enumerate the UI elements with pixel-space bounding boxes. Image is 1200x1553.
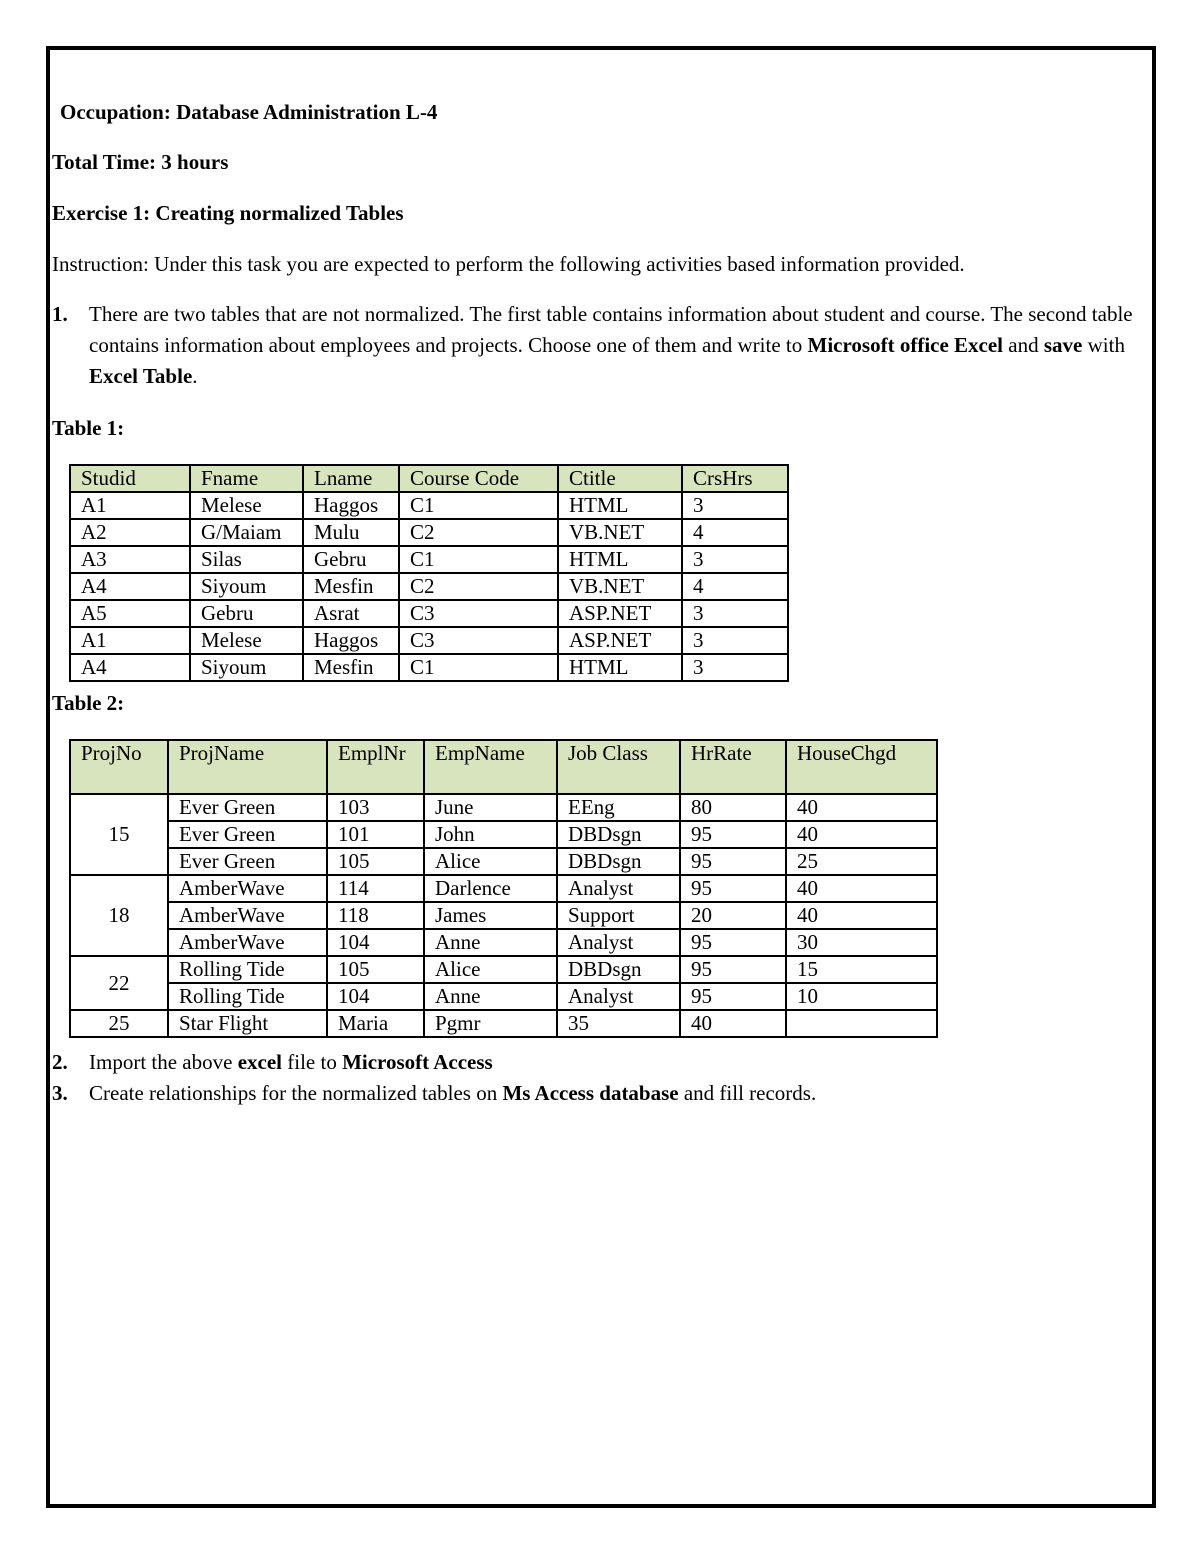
- table-cell: 3: [682, 600, 788, 627]
- item-number: 2.: [52, 1050, 68, 1074]
- column-header: HrRate: [680, 740, 786, 794]
- item-number: 1.: [52, 302, 68, 326]
- table-cell: 95: [680, 929, 786, 956]
- table-row: [70, 600, 788, 627]
- table-row: [70, 519, 788, 546]
- table-row: [70, 929, 937, 956]
- item-text: [89, 299, 1142, 392]
- column-header: Ctitle: [558, 465, 682, 492]
- table-cell: James: [424, 902, 557, 929]
- column-header: EmplNr: [327, 740, 424, 794]
- student-course-table: [69, 464, 789, 682]
- bold-text: excel: [237, 1050, 282, 1074]
- table-row: [70, 492, 788, 519]
- column-header: CrsHrs: [682, 465, 788, 492]
- table-cell: C1: [399, 546, 558, 573]
- table-cell: 105: [327, 848, 424, 875]
- table-cell: Ever Green: [168, 794, 327, 821]
- table-cell: 118: [327, 902, 424, 929]
- table-cell: 95: [680, 956, 786, 983]
- table-cell: John: [424, 821, 557, 848]
- table-cell: HTML: [558, 492, 682, 519]
- table-cell: DBDsgn: [557, 848, 680, 875]
- table-cell: Silas: [190, 546, 303, 573]
- project-number-cell: 18: [70, 875, 168, 956]
- employee-project-table: [69, 739, 938, 1038]
- table-cell: 3: [682, 627, 788, 654]
- item-1: [52, 299, 1142, 392]
- table-cell: 15: [786, 956, 937, 983]
- item-text: [89, 1078, 1142, 1109]
- table-cell: 105: [327, 956, 424, 983]
- table-cell: Maria: [327, 1010, 424, 1037]
- table-cell: 40: [786, 902, 937, 929]
- table-cell: DBDsgn: [557, 956, 680, 983]
- text-run: with: [1082, 333, 1125, 357]
- table-cell: Pgmr: [424, 1010, 557, 1037]
- text-run: and fill records.: [678, 1081, 817, 1105]
- table-header-row: [70, 740, 937, 794]
- table-cell: A4: [70, 654, 190, 681]
- table-cell: C2: [399, 519, 558, 546]
- table-cell: Haggos: [303, 492, 399, 519]
- table-cell: Rolling Tide: [168, 983, 327, 1010]
- table-body: [70, 492, 788, 681]
- item-3: [52, 1078, 1142, 1109]
- table-header-row: [70, 465, 788, 492]
- project-number-cell: 25: [70, 1010, 168, 1037]
- table-cell: June: [424, 794, 557, 821]
- table-row: [70, 546, 788, 573]
- table-cell: AmberWave: [168, 902, 327, 929]
- table-cell: Melese: [190, 627, 303, 654]
- occupation-heading: Occupation: Database Administration L-4: [60, 100, 438, 124]
- table-row: [70, 1010, 937, 1037]
- item-text: [89, 1047, 1142, 1078]
- table-cell: 4: [682, 519, 788, 546]
- table-cell: Darlence: [424, 875, 557, 902]
- table-cell: Analyst: [557, 875, 680, 902]
- table-cell: Gebru: [303, 546, 399, 573]
- table-cell: 95: [680, 983, 786, 1010]
- text-run: file to: [282, 1050, 343, 1074]
- column-header: HouseChgd: [786, 740, 937, 794]
- table-cell: DBDsgn: [557, 821, 680, 848]
- table-cell: Gebru: [190, 600, 303, 627]
- text-run: Create relationships for the normalized tables on: [89, 1081, 503, 1105]
- table-body: [70, 794, 937, 1037]
- table-cell: 35: [557, 1010, 680, 1037]
- table-cell: Analyst: [557, 929, 680, 956]
- table-row: [70, 902, 937, 929]
- table-cell: A3: [70, 546, 190, 573]
- table-cell: 4: [682, 573, 788, 600]
- table-cell: AmberWave: [168, 929, 327, 956]
- bold-text: Ms Access database: [502, 1081, 679, 1105]
- table-cell: HTML: [558, 546, 682, 573]
- table-row: [70, 654, 788, 681]
- column-header: EmpName: [424, 740, 557, 794]
- text-run: .: [192, 364, 198, 388]
- table-cell: A1: [70, 627, 190, 654]
- text-run: There are two tables that are not normalized. The first table contains information about student and course. The second table contains information about employees and projects. Choose one of them and write to: [89, 302, 1133, 357]
- bold-text: save: [1043, 333, 1083, 357]
- table-cell: Ever Green: [168, 821, 327, 848]
- table-cell: 3: [682, 546, 788, 573]
- table-cell: Siyoum: [190, 654, 303, 681]
- table-cell: C1: [399, 654, 558, 681]
- table-cell: A5: [70, 600, 190, 627]
- total-time: Total Time: 3 hours: [52, 150, 229, 174]
- table-cell: C1: [399, 492, 558, 519]
- bold-text: Microsoft Access: [342, 1050, 493, 1074]
- table-cell: Alice: [424, 956, 557, 983]
- table-cell: 104: [327, 983, 424, 1010]
- project-number-cell: 15: [70, 794, 168, 875]
- table-cell: Asrat: [303, 600, 399, 627]
- table-cell: AmberWave: [168, 875, 327, 902]
- column-header: ProjName: [168, 740, 327, 794]
- table-cell: EEng: [557, 794, 680, 821]
- column-header: ProjNo: [70, 740, 168, 794]
- column-header: Studid: [70, 465, 190, 492]
- table-cell: Alice: [424, 848, 557, 875]
- table-cell: 25: [786, 848, 937, 875]
- table-cell: 20: [680, 902, 786, 929]
- instruction-text: Instruction: Under this task you are expected to perform the following activities based information provided.: [52, 252, 965, 276]
- table-cell: 40: [786, 821, 937, 848]
- table2-label: Table 2:: [52, 691, 125, 715]
- exercise-title: Exercise 1: Creating normalized Tables: [52, 201, 404, 225]
- table-cell: Siyoum: [190, 573, 303, 600]
- table-cell: VB.NET: [558, 519, 682, 546]
- bold-text: Microsoft office Excel: [807, 333, 1004, 357]
- item-2: [52, 1047, 1142, 1078]
- table-cell: Mesfin: [303, 573, 399, 600]
- table-row: [70, 875, 937, 902]
- table-cell: A4: [70, 573, 190, 600]
- table-cell: Star Flight: [168, 1010, 327, 1037]
- table-cell: G/Maiam: [190, 519, 303, 546]
- table-cell: Rolling Tide: [168, 956, 327, 983]
- column-header: Lname: [303, 465, 399, 492]
- table-cell: C3: [399, 627, 558, 654]
- table-cell: Anne: [424, 929, 557, 956]
- table1-label: Table 1:: [52, 416, 125, 440]
- table-row: [70, 983, 937, 1010]
- table-row: [70, 573, 788, 600]
- bold-text: Excel Table: [89, 364, 193, 388]
- table-cell: ASP.NET: [558, 627, 682, 654]
- table-cell: [786, 1010, 937, 1037]
- table-cell: 40: [786, 875, 937, 902]
- table-cell: 95: [680, 821, 786, 848]
- table-cell: Anne: [424, 983, 557, 1010]
- table-cell: C3: [399, 600, 558, 627]
- table-cell: A1: [70, 492, 190, 519]
- table-cell: HTML: [558, 654, 682, 681]
- table-cell: 40: [786, 794, 937, 821]
- text-run: Import the above: [89, 1050, 238, 1074]
- table-cell: 30: [786, 929, 937, 956]
- table-cell: Analyst: [557, 983, 680, 1010]
- text-run: and: [1003, 333, 1044, 357]
- table-cell: 10: [786, 983, 937, 1010]
- table-row: [70, 794, 937, 821]
- table-cell: 114: [327, 875, 424, 902]
- table-row: [70, 627, 788, 654]
- table-row: [70, 956, 937, 983]
- column-header: Fname: [190, 465, 303, 492]
- column-header: Job Class: [557, 740, 680, 794]
- table-cell: 3: [682, 492, 788, 519]
- table-cell: 40: [680, 1010, 786, 1037]
- table-cell: C2: [399, 573, 558, 600]
- table-cell: Mesfin: [303, 654, 399, 681]
- item-number: 3.: [52, 1081, 68, 1105]
- table-cell: Melese: [190, 492, 303, 519]
- table-cell: A2: [70, 519, 190, 546]
- table-row: [70, 821, 937, 848]
- table-cell: 101: [327, 821, 424, 848]
- table-cell: 3: [682, 654, 788, 681]
- table-cell: VB.NET: [558, 573, 682, 600]
- table-cell: 103: [327, 794, 424, 821]
- table-cell: Mulu: [303, 519, 399, 546]
- table-cell: Haggos: [303, 627, 399, 654]
- project-number-cell: 22: [70, 956, 168, 1010]
- table-cell: 95: [680, 848, 786, 875]
- table-cell: 104: [327, 929, 424, 956]
- table-cell: Support: [557, 902, 680, 929]
- table-cell: ASP.NET: [558, 600, 682, 627]
- column-header: Course Code: [399, 465, 558, 492]
- table-cell: 80: [680, 794, 786, 821]
- table-row: [70, 848, 937, 875]
- table-cell: 95: [680, 875, 786, 902]
- table-cell: Ever Green: [168, 848, 327, 875]
